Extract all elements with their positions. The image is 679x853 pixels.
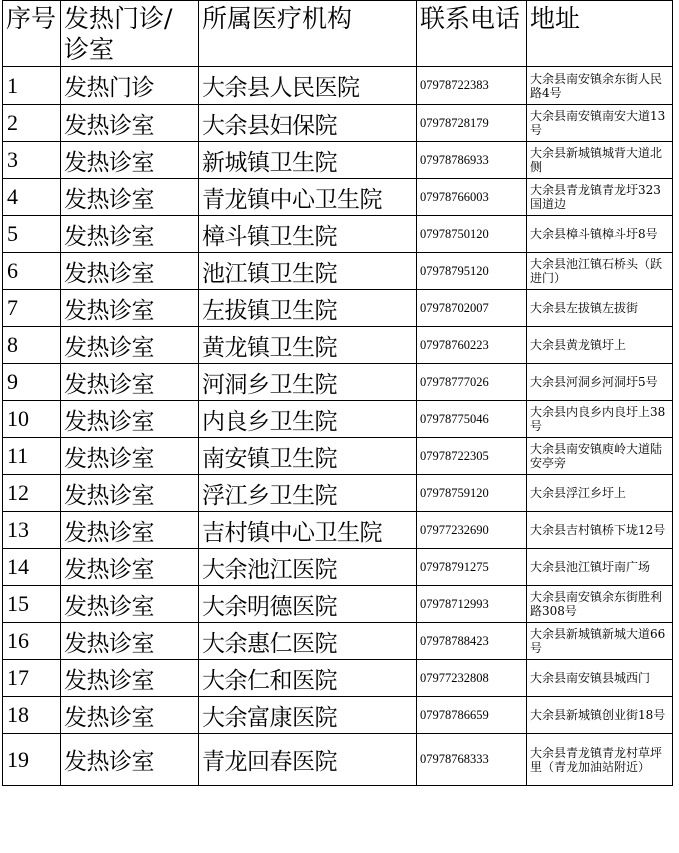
cell-address: 大余县吉村镇桥下垅12号: [527, 512, 673, 549]
cell-address: 大余县南安镇余东街胜利路308号: [527, 586, 673, 623]
cell-no: 13: [3, 512, 61, 549]
cell-no: 12: [3, 475, 61, 512]
cell-address: 大余县青龙镇青龙村草坪里（青龙加油站附近）: [527, 734, 673, 786]
cell-no: 4: [3, 179, 61, 216]
cell-no: 7: [3, 290, 61, 327]
table-row: [3, 734, 673, 786]
cell-phone: 07978722305: [417, 438, 527, 475]
table-row: [3, 475, 673, 512]
cell-no: 3: [3, 142, 61, 179]
cell-address: 大余县南安镇南安大道13号: [527, 105, 673, 142]
table-row: [3, 179, 673, 216]
cell-phone: 07978766003: [417, 179, 527, 216]
cell-institution: 黄龙镇卫生院: [199, 327, 417, 364]
cell-institution: 池江镇卫生院: [199, 253, 417, 290]
cell-no: 18: [3, 697, 61, 734]
header-no: 序号: [3, 1, 61, 67]
cell-no: 8: [3, 327, 61, 364]
cell-institution: 新城镇卫生院: [199, 142, 417, 179]
table-row: [3, 253, 673, 290]
cell-no: 5: [3, 216, 61, 253]
cell-phone: 07978702007: [417, 290, 527, 327]
cell-address: 大余县黄龙镇圩上: [527, 327, 673, 364]
cell-institution: 大余仁和医院: [199, 660, 417, 697]
cell-institution: 大余惠仁医院: [199, 623, 417, 660]
cell-no: 14: [3, 549, 61, 586]
cell-address: 大余县南安镇县城西门: [527, 660, 673, 697]
cell-no: 17: [3, 660, 61, 697]
cell-no: 15: [3, 586, 61, 623]
cell-clinic-type: 发热诊室: [61, 253, 199, 290]
table-row: [3, 401, 673, 438]
cell-phone: 07978712993: [417, 586, 527, 623]
cell-institution: 河洞乡卫生院: [199, 364, 417, 401]
cell-clinic-type: 发热诊室: [61, 290, 199, 327]
table-row: [3, 438, 673, 475]
cell-institution: 吉村镇中心卫生院: [199, 512, 417, 549]
cell-no: 2: [3, 105, 61, 142]
cell-phone: 07978760223: [417, 327, 527, 364]
header-address: 地址: [527, 1, 673, 67]
cell-clinic-type: 发热诊室: [61, 549, 199, 586]
table-row: [3, 586, 673, 623]
cell-clinic-type: 发热诊室: [61, 734, 199, 786]
header-institution: 所属医疗机构: [199, 1, 417, 67]
table-row: [3, 364, 673, 401]
cell-address: 大余县新城镇创业街18号: [527, 697, 673, 734]
header-phone: 联系电话: [417, 1, 527, 67]
table-row: [3, 660, 673, 697]
table-header-row: [3, 1, 673, 67]
cell-no: 10: [3, 401, 61, 438]
table-row: [3, 142, 673, 179]
cell-phone: 07978788423: [417, 623, 527, 660]
cell-phone: 07978750120: [417, 216, 527, 253]
table-row: [3, 67, 673, 105]
cell-clinic-type: 发热诊室: [61, 623, 199, 660]
cell-institution: 大余池江医院: [199, 549, 417, 586]
cell-no: 6: [3, 253, 61, 290]
cell-institution: 樟斗镇卫生院: [199, 216, 417, 253]
table-body: [3, 67, 673, 786]
header-clinic-type: 发热门诊/诊室: [61, 1, 199, 67]
cell-phone: 07978768333: [417, 734, 527, 786]
cell-institution: 大余明德医院: [199, 586, 417, 623]
cell-clinic-type: 发热门诊: [61, 67, 199, 105]
cell-clinic-type: 发热诊室: [61, 216, 199, 253]
cell-address: 大余县新城镇城背大道北侧: [527, 142, 673, 179]
cell-phone: 07978759120: [417, 475, 527, 512]
cell-phone: 07978786659: [417, 697, 527, 734]
cell-address: 大余县青龙镇青龙圩323国道边: [527, 179, 673, 216]
cell-institution: 青龙回春医院: [199, 734, 417, 786]
table-row: [3, 549, 673, 586]
cell-no: 19: [3, 734, 61, 786]
cell-institution: 内良乡卫生院: [199, 401, 417, 438]
cell-clinic-type: 发热诊室: [61, 438, 199, 475]
cell-clinic-type: 发热诊室: [61, 586, 199, 623]
cell-clinic-type: 发热诊室: [61, 697, 199, 734]
cell-address: 大余县池江镇圩南广场: [527, 549, 673, 586]
table-row: [3, 105, 673, 142]
table-row: [3, 623, 673, 660]
cell-institution: 浮江乡卫生院: [199, 475, 417, 512]
cell-address: 大余县左拔镇左拔街: [527, 290, 673, 327]
cell-institution: 左拔镇卫生院: [199, 290, 417, 327]
cell-institution: 大余县妇保院: [199, 105, 417, 142]
table-row: [3, 290, 673, 327]
cell-phone: 07978775046: [417, 401, 527, 438]
table-row: [3, 512, 673, 549]
cell-address: 大余县内良乡内良圩上38号: [527, 401, 673, 438]
cell-clinic-type: 发热诊室: [61, 179, 199, 216]
table-row: [3, 216, 673, 253]
table-row: [3, 697, 673, 734]
cell-clinic-type: 发热诊室: [61, 142, 199, 179]
cell-address: 大余县河洞乡河洞圩5号: [527, 364, 673, 401]
cell-address: 大余县樟斗镇樟斗圩8号: [527, 216, 673, 253]
cell-no: 16: [3, 623, 61, 660]
cell-clinic-type: 发热诊室: [61, 105, 199, 142]
table-row: [3, 327, 673, 364]
cell-institution: 大余富康医院: [199, 697, 417, 734]
fever-clinic-table: [2, 0, 673, 786]
cell-address: 大余县浮江乡圩上: [527, 475, 673, 512]
cell-phone: 07978728179: [417, 105, 527, 142]
cell-clinic-type: 发热诊室: [61, 327, 199, 364]
cell-address: 大余县池江镇石桥头（跃进门）: [527, 253, 673, 290]
cell-address: 大余县新城镇新城大道66号: [527, 623, 673, 660]
cell-clinic-type: 发热诊室: [61, 475, 199, 512]
cell-no: 1: [3, 67, 61, 105]
cell-clinic-type: 发热诊室: [61, 512, 199, 549]
cell-phone: 07978777026: [417, 364, 527, 401]
cell-clinic-type: 发热诊室: [61, 660, 199, 697]
cell-no: 11: [3, 438, 61, 475]
cell-phone: 07978795120: [417, 253, 527, 290]
cell-clinic-type: 发热诊室: [61, 364, 199, 401]
cell-address: 大余县南安镇余东街人民路4号: [527, 67, 673, 105]
cell-phone: 07978786933: [417, 142, 527, 179]
cell-institution: 大余县人民医院: [199, 67, 417, 105]
cell-phone: 07977232808: [417, 660, 527, 697]
cell-phone: 07977232690: [417, 512, 527, 549]
cell-phone: 07978722383: [417, 67, 527, 105]
cell-no: 9: [3, 364, 61, 401]
cell-address: 大余县南安镇庾岭大道陆安亭旁: [527, 438, 673, 475]
cell-phone: 07978791275: [417, 549, 527, 586]
cell-institution: 南安镇卫生院: [199, 438, 417, 475]
cell-clinic-type: 发热诊室: [61, 401, 199, 438]
cell-institution: 青龙镇中心卫生院: [199, 179, 417, 216]
